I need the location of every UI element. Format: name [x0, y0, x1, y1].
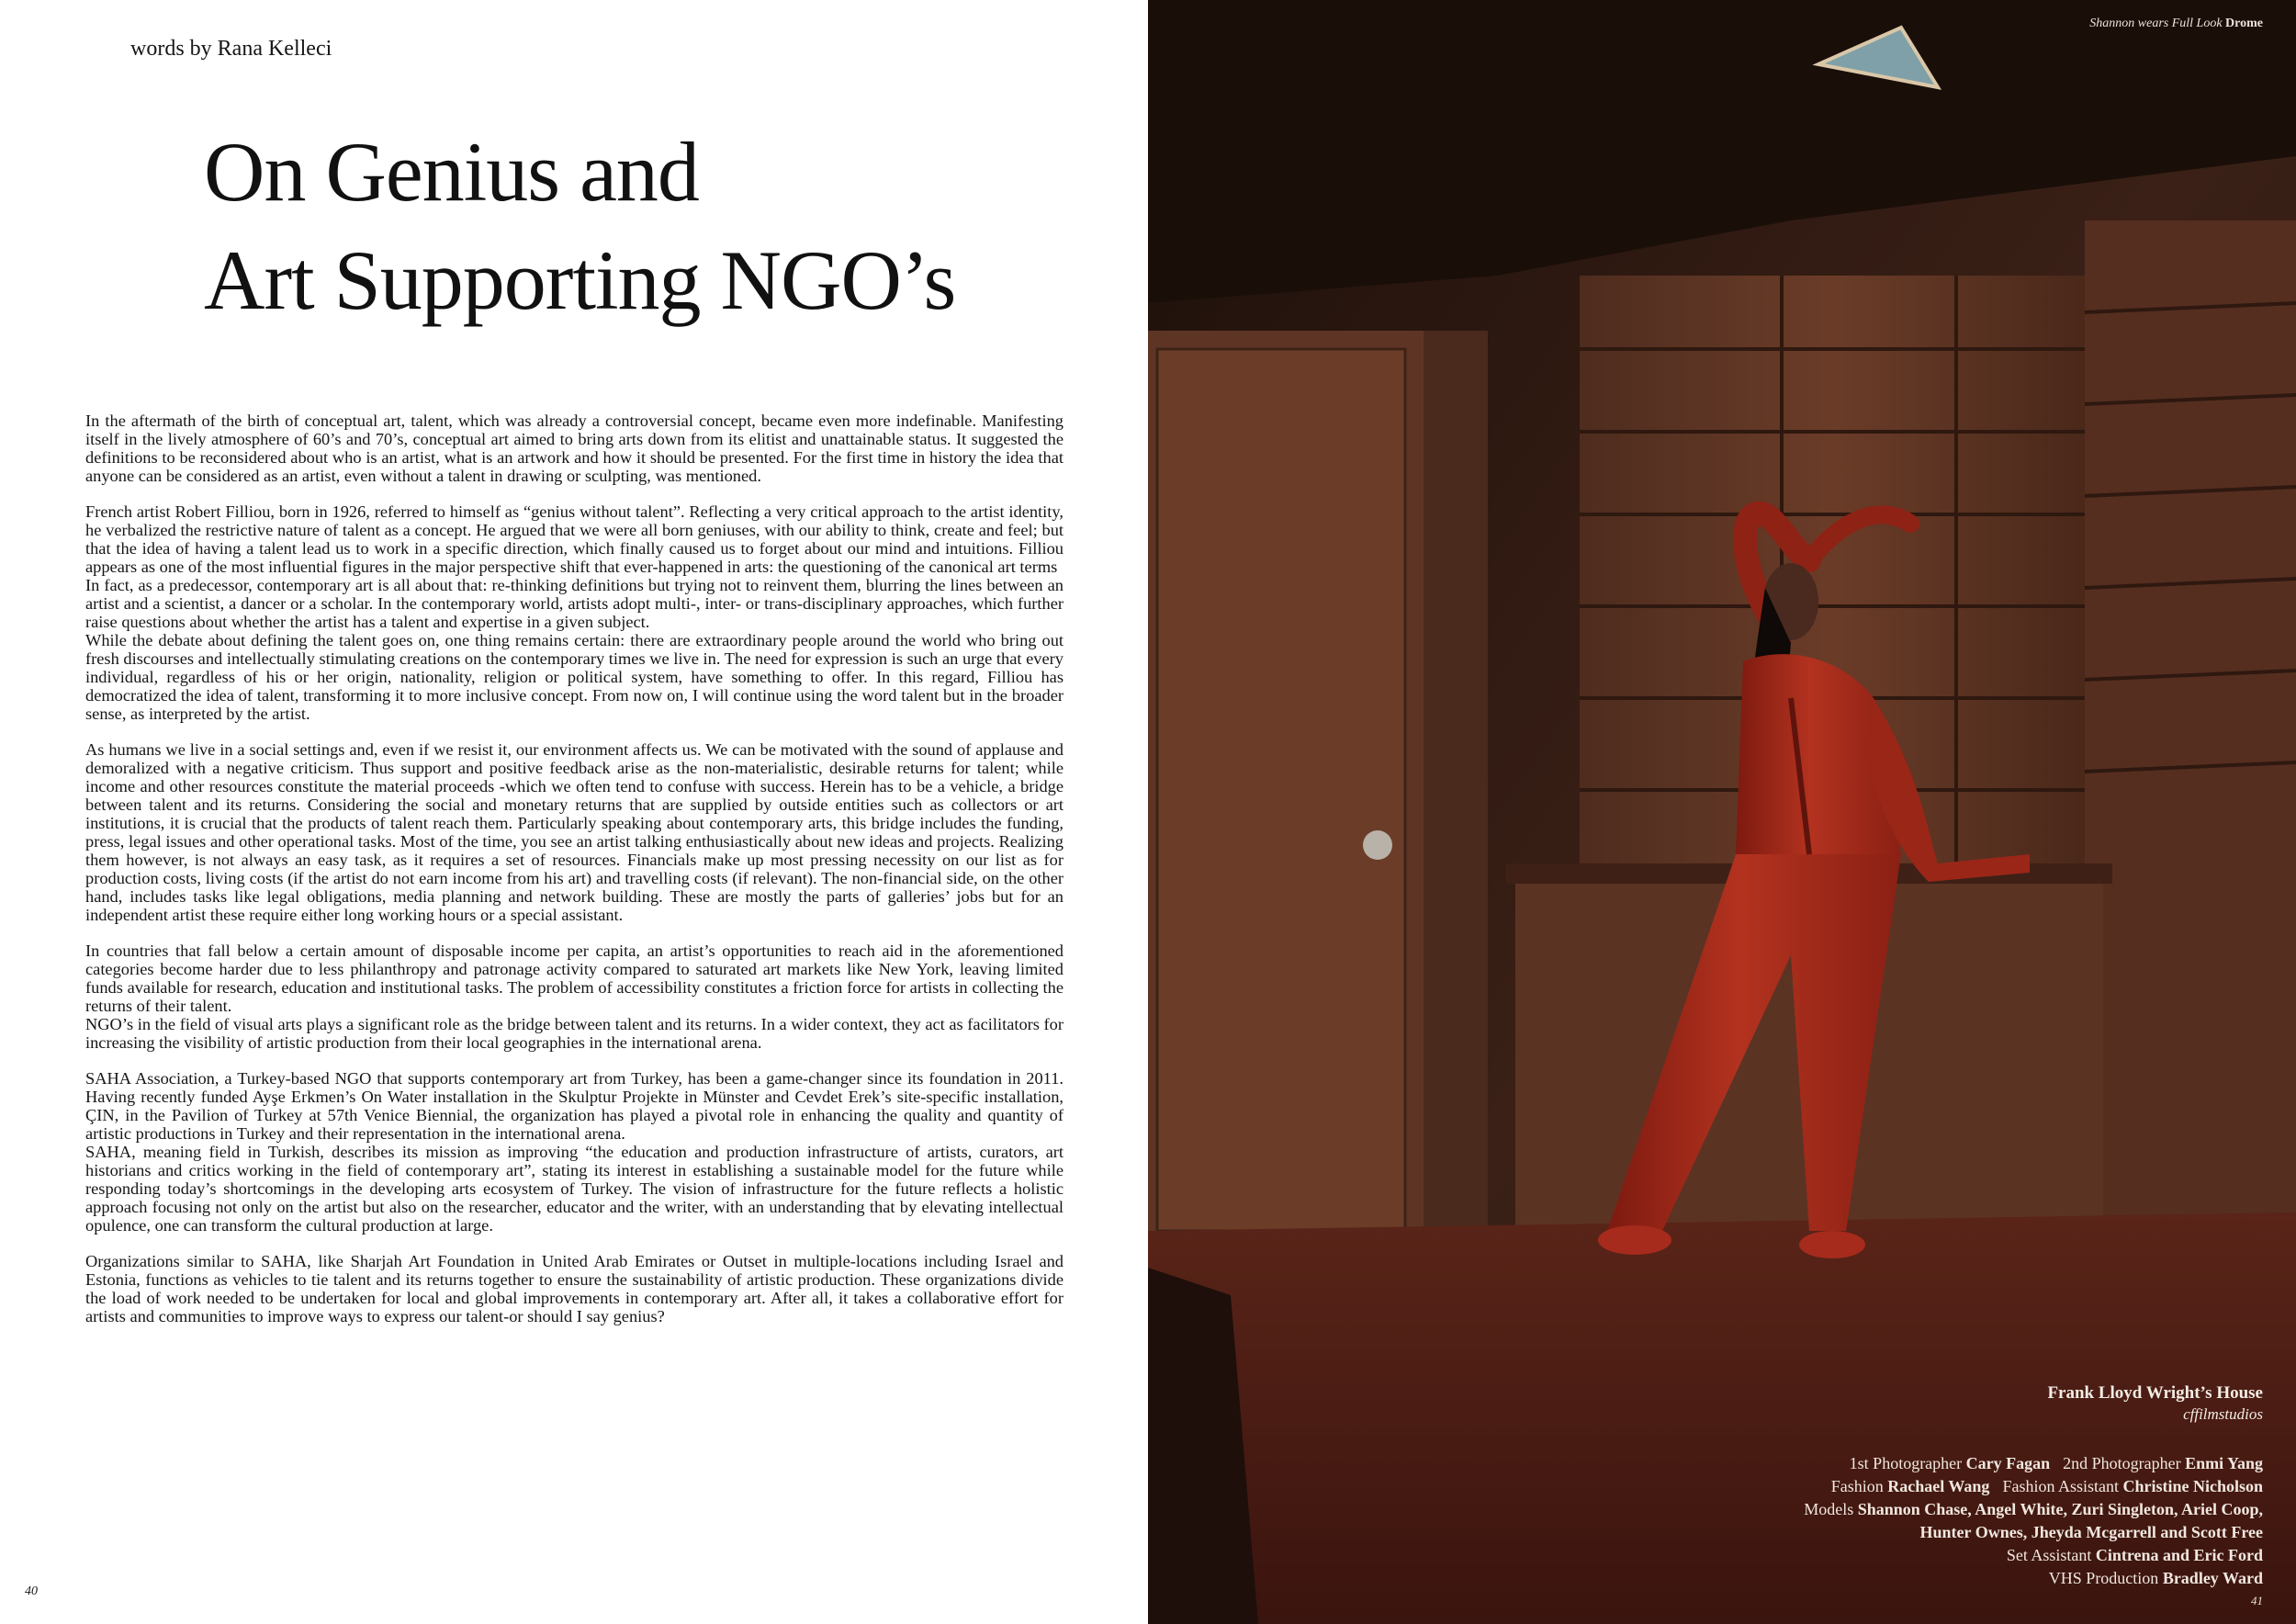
article-paragraph: SAHA Association, a Turkey-based NGO that supports contemporary art from Turkey, has been a game-changer since its foundation in 2011. Having recently funded Ayşe Erkmen’s On Water installation in the Skulptur Projekte in Münster and Cevdet Erek’s site-specific installation, ÇIN, in the Pavilion of Turkey at 57th Venice Biennial, the organization has played a pivotal role in enhancing the quality and quantity of artistic productions in Turkey and their representation in the international arena. SAHA, meaning field in Turkish, describes its mission as improving “the education and production infrastructure of artists, curators, art historians and critics working in the field of contemporary art”, stating its interest in establishing a sustainable model for the future while responding today’s shortcomings in the developing arts ecosystem of Turkey. The vision of infrastructure for the future reflects a holistic approach focusing not only on the artist but also on the researcher, educator and the writer, with an understanding that by elevating intellectual opulence, one can transform the cultural production at large. — [85, 1069, 1064, 1235]
byline: words by Rana Kelleci — [130, 37, 332, 61]
article-body — [85, 412, 1064, 1343]
credit-name: Rachael Wang — [1887, 1477, 1990, 1495]
wardrobe-credit-brand: Drome — [2225, 17, 2263, 30]
right-page — [1148, 0, 2296, 1624]
credit-entry — [2049, 1569, 2263, 1587]
credit-line — [1620, 1567, 2263, 1590]
studio-name: cffilmstudios — [2183, 1405, 2263, 1423]
title-line-1: On Genius and — [204, 125, 699, 219]
page-number-left: 40 — [25, 1585, 38, 1598]
credit-line — [1620, 1452, 2263, 1475]
credit-name: Hunter Ownes, Jheyda Mcgarrell and Scott Free — [1919, 1523, 2263, 1541]
credit-name: Shannon Chase, Angel White, Zuri Singleton, Ariel Coop, — [1857, 1500, 2263, 1518]
credit-line — [1620, 1498, 2263, 1521]
credit-role: 1st Photographer — [1849, 1454, 1963, 1472]
credit-role: Set Assistant — [2006, 1546, 2092, 1564]
credit-entry — [1831, 1477, 1990, 1495]
article-paragraph: In countries that fall below a certain amount of disposable income per capita, an artist’s opportunities to reach aid in the aforementioned categories become harder due to less philanthropy and patronage activity compared to saturated art markets like New York, leaving limited funds available for research, education and institutional tasks. The problem of accessibility constitutes a friction force for artists in collecting the returns of their talent. NGO’s in the field of visual arts plays a significant role as the bridge between talent and its returns. In a wider context, they act as facilitators for increasing the visibility of artistic production from their local geographies in the international arena. — [85, 942, 1064, 1052]
credit-name: Enmi Yang — [2185, 1454, 2263, 1472]
credit-name: Cintrena and Eric Ford — [2095, 1546, 2263, 1564]
article-title — [204, 118, 955, 334]
door-knob — [1363, 830, 1392, 860]
credit-entry — [2063, 1454, 2263, 1472]
credit-line — [1620, 1475, 2263, 1498]
door-frame — [1424, 331, 1488, 1249]
credit-line — [1620, 1521, 2263, 1544]
location-credit — [2047, 1382, 2263, 1425]
fashion-photo — [1148, 0, 2296, 1624]
credit-entry — [2002, 1477, 2263, 1495]
page-number-right: 41 — [2251, 1594, 2263, 1607]
credit-name: Bradley Ward — [2162, 1569, 2263, 1587]
production-credits — [1620, 1452, 2263, 1590]
credit-role: 2nd Photographer — [2063, 1454, 2181, 1472]
credit-line — [1620, 1544, 2263, 1567]
credit-role: Fashion — [1830, 1477, 1884, 1495]
article-paragraph: In the aftermath of the birth of conceptual art, talent, which was already a controversial concept, became even more indefinable. Manifesting itself in the lively atmosphere of 60’s and 70’s, conceptual art aimed to bring arts down from its elitist and unattainable status. It suggested the definitions to be reconsidered about who is an artist, what is an artwork and how it should be presented. For the first time in history the idea that anyone can be considered as an artist, even without a talent in drawing or sculpting, was mentioned. — [85, 412, 1064, 485]
wardrobe-credit — [2089, 17, 2263, 31]
credit-entry — [1804, 1500, 2263, 1518]
title-line-2: Art Supporting NGO’s — [204, 233, 956, 327]
side-wall — [2085, 220, 2296, 1249]
credit-role: Models — [1804, 1500, 1854, 1518]
article-paragraph: As humans we live in a social settings and, even if we resist it, our environment affects us. We can be motivated with the sound of applause and demoralized with a negative criticism. Thus support and positive feedback arise as the non-materialistic, desirable returns for talent; while income and other resources constitute the material proceeds -which we often tend to confuse with success. Herein has to be a vehicle, a bridge between talent and its returns. Considering the social and monetary returns that are supplied by outside entities such as collectors or art institutions, it is crucial that the products of talent reach them. Particularly speaking about contemporary arts, this bridge includes the funding, press, legal issues and other operational tasks. Most of the time, you see an artist talking enthusiastically about new ideas and projects. Realizing them however, is not always an easy task, as it requires a set of resources. Financials make up most pressing necessity on our list as for production costs, living costs (if the artist do not earn income from his art) and travelling costs (if relevant). The non-financial side, on the other hand, includes tasks like legal obligations, media planning and network building. These are mostly the parts of galleries’ jobs but for an independent artist these require either long working hours or a special assistant. — [85, 740, 1064, 924]
article-paragraph: French artist Robert Filliou, born in 1926, referred to himself as “genius without talent”. Reflecting a very critical approach to the artist identity, he verbalized the restrictive nature of talent as a concept. He argued that we were all born geniuses, with our ability to think, create and feel; but that the idea of having a talent lead us to work in a specific direction, which finally caused us to forget about our mind and intuitions. Filliou appears as one of the most influential figures in the major perspective shift that ever-happened in arts: the questioning of the canonical art terms In fact, as a predecessor, contemporary art is all about that: re-thinking definitions but trying not to reinvent them, blurring the lines between an artist and a scientist, a dancer or a scholar. In the contemporary world, artists adopt multi-, inter- or trans-disciplinary approaches, which further raise questions about whether the artist has a talent and expertise in a given subject. While the debate about defining the talent goes on, one thing remains certain: there are extraordinary people around the world who bring out fresh discourses and intellectually stimulating creations on the contemporary times we live in. The need for expression is such an urge that every individual, regardless of his or her origin, nationality, religion or political system, have something to offer. In this regard, Filliou has democratized the idea of talent, transforming it to more inclusive concept. From now on, I will continue using the word talent but in the broader sense, as interpreted by the artist. — [85, 502, 1064, 723]
credit-entry — [1850, 1454, 2050, 1472]
credit-role: Fashion Assistant — [2002, 1477, 2119, 1495]
credit-name: Christine Nicholson — [2122, 1477, 2263, 1495]
location-name: Frank Lloyd Wright’s House — [2047, 1383, 2263, 1403]
door-inset — [1157, 349, 1405, 1231]
credit-entry — [2007, 1546, 2263, 1564]
credit-role: VHS Production — [2048, 1569, 2159, 1587]
credit-name: Cary Fagan — [1965, 1454, 2051, 1472]
article-paragraph: Organizations similar to SAHA, like Sharjah Art Foundation in United Arab Emirates or Outset in multiple-locations including Israel and Estonia, functions as vehicles to tie talent and its returns together to ensure the sustainability of artistic production. These organizations divide the load of work needed to be undertaken for local and global improvements in contemporary art. After all, it takes a collaborative effort for artists and communities to improve ways to express our talent-or should I say genius? — [85, 1252, 1064, 1325]
wardrobe-credit-prefix: Shannon wears Full Look — [2089, 17, 2223, 30]
credit-entry — [1920, 1523, 2263, 1541]
